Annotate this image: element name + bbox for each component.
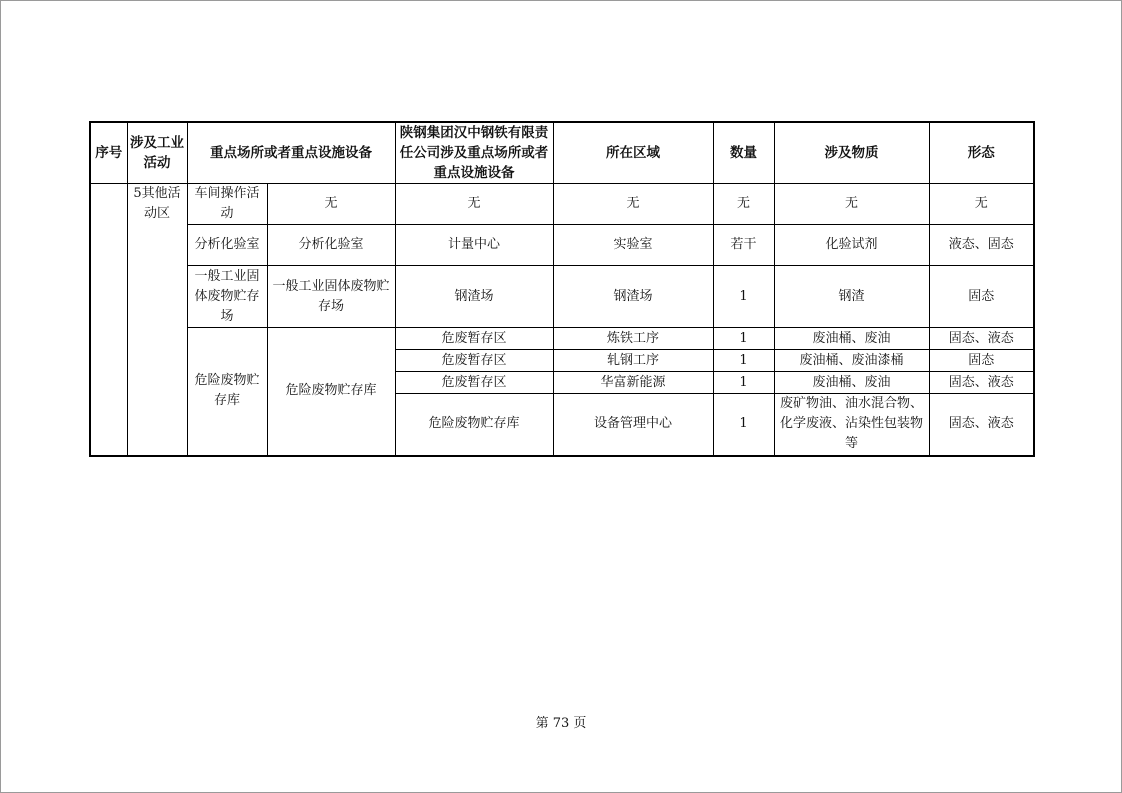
cell-state: 固态、液态 — [929, 372, 1034, 394]
facilities-table — [89, 121, 1035, 457]
cell-site: 分析化验室 — [267, 225, 395, 266]
cell-state: 无 — [929, 184, 1034, 225]
cell-category: 一般工业固体废物贮存场 — [187, 266, 267, 328]
table-row — [90, 225, 1034, 266]
cell-area: 炼铁工序 — [553, 328, 713, 350]
header-activity: 涉及工业活动 — [127, 122, 187, 184]
cell-quantity: 1 — [713, 372, 774, 394]
cell-state: 液态、固态 — [929, 225, 1034, 266]
cell-area: 无 — [553, 184, 713, 225]
cell-quantity: 1 — [713, 350, 774, 372]
cell-site: 一般工业固体废物贮存场 — [267, 266, 395, 328]
cell-area: 钢渣场 — [553, 266, 713, 328]
cell-area: 设备管理中心 — [553, 394, 713, 456]
cell-company-site: 危险废物贮存库 — [395, 394, 553, 456]
header-site: 重点场所或者重点设施设备 — [187, 122, 395, 184]
table-row — [90, 328, 1034, 350]
cell-no — [90, 184, 127, 456]
cell-area: 轧钢工序 — [553, 350, 713, 372]
header-state: 形态 — [929, 122, 1034, 184]
cell-company-site: 无 — [395, 184, 553, 225]
table-row — [90, 266, 1034, 328]
header-company-site: 陕钢集团汉中钢铁有限责任公司涉及重点场所或者重点设施设备 — [395, 122, 553, 184]
cell-substance: 废油桶、废油 — [774, 328, 929, 350]
cell-substance: 废油桶、废油漆桶 — [774, 350, 929, 372]
table-row — [90, 184, 1034, 225]
cell-substance: 废矿物油、油水混合物、化学废液、沾染性包装物等 — [774, 394, 929, 456]
cell-company-site: 危废暂存区 — [395, 372, 553, 394]
cell-state: 固态 — [929, 266, 1034, 328]
cell-company-site: 危废暂存区 — [395, 350, 553, 372]
cell-activity: 5其他活动区 — [127, 184, 187, 456]
cell-state: 固态、液态 — [929, 328, 1034, 350]
header-no: 序号 — [90, 122, 127, 184]
cell-quantity: 无 — [713, 184, 774, 225]
cell-substance: 钢渣 — [774, 266, 929, 328]
header-row — [90, 122, 1034, 184]
cell-category: 车间操作活动 — [187, 184, 267, 225]
header-quantity: 数量 — [713, 122, 774, 184]
cell-category: 分析化验室 — [187, 225, 267, 266]
header-substance: 涉及物质 — [774, 122, 929, 184]
cell-substance: 废油桶、废油 — [774, 372, 929, 394]
cell-company-site: 计量中心 — [395, 225, 553, 266]
cell-area: 实验室 — [553, 225, 713, 266]
cell-site: 危险废物贮存库 — [267, 328, 395, 456]
cell-substance: 无 — [774, 184, 929, 225]
cell-quantity: 1 — [713, 394, 774, 456]
cell-state: 固态、液态 — [929, 394, 1034, 456]
cell-area: 华富新能源 — [553, 372, 713, 394]
cell-site: 无 — [267, 184, 395, 225]
cell-quantity: 若干 — [713, 225, 774, 266]
cell-substance: 化验试剂 — [774, 225, 929, 266]
cell-company-site: 钢渣场 — [395, 266, 553, 328]
cell-category: 危险废物贮存库 — [187, 328, 267, 456]
header-area: 所在区域 — [553, 122, 713, 184]
cell-quantity: 1 — [713, 328, 774, 350]
cell-company-site: 危废暂存区 — [395, 328, 553, 350]
page-number: 第 73 页 — [535, 716, 587, 731]
cell-state: 固态 — [929, 350, 1034, 372]
cell-quantity: 1 — [713, 266, 774, 328]
